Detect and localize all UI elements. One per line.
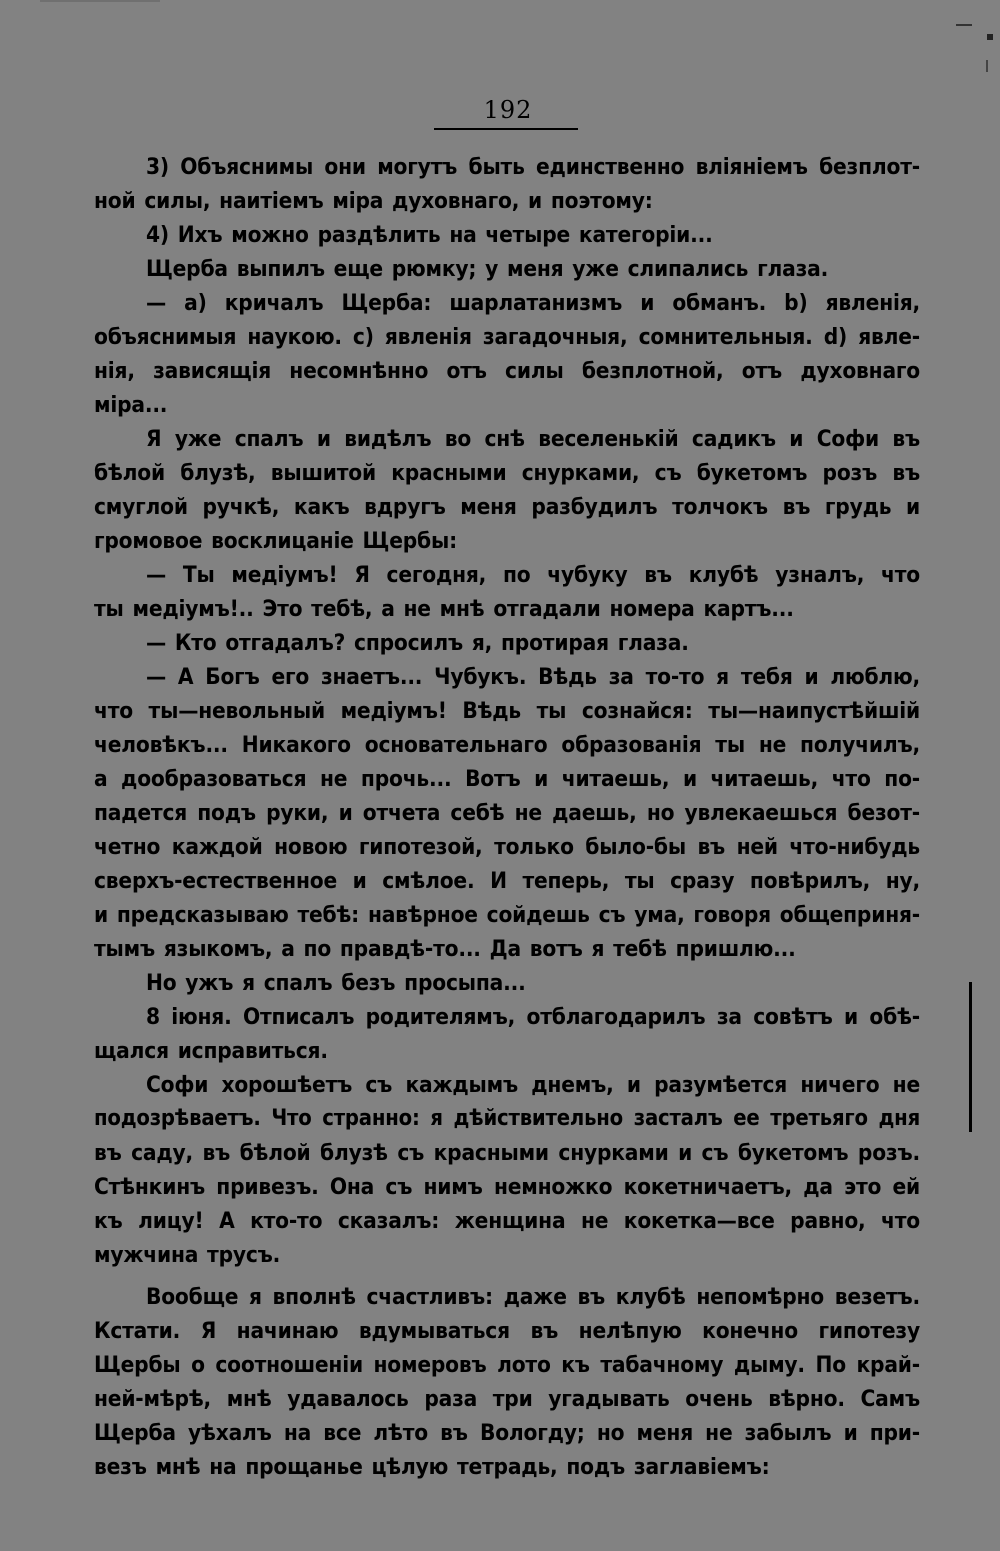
text-line: сверхъ-естественное и смѣлое. И теперь, ты сразу повѣрилъ, ну, <box>94 868 920 894</box>
text-line: и предсказываю тебѣ: навѣрное сойдешь съ ума, говоря общеприня- <box>94 902 920 928</box>
text-line: Я уже спалъ и видѣлъ во снѣ веселенькій садикъ и Софи въ <box>146 426 920 452</box>
text-line: тымъ языкомъ, а по правдѣ-то... Да вотъ я тебѣ пришлю... <box>94 936 796 962</box>
paragraph-gap <box>94 1272 920 1280</box>
text-line: объяснимыя наукою. с) явленія загадочныя, сомнительныя. d) явле- <box>94 324 920 350</box>
body-text <box>94 150 920 1484</box>
scan-edge-mark <box>956 24 972 26</box>
text-line: что ты—невольный медіумъ! Вѣдь ты сознайся: ты—наипустѣйшій <box>94 698 920 724</box>
text-line: мужчина трусъ. <box>94 1242 281 1268</box>
text-line: ной силы, наитіемъ міра духовнаго, и поэтому: <box>94 188 653 214</box>
text-line: 4) Ихъ можно раздѣлить на четыре категоріи... <box>146 222 713 248</box>
text-line: 8 іюня. Отписалъ родителямъ, отблагодарилъ за совѣтъ и обѣ- <box>146 1004 920 1030</box>
scan-edge-mark <box>40 0 160 2</box>
text-line: — а) кричалъ Щерба: шарлатанизмъ и обманъ. b) явленія, <box>146 290 920 316</box>
text-line: ты медіумъ!.. Это тебѣ, а не мнѣ отгадали номера картъ... <box>94 596 794 622</box>
header-rule <box>434 128 578 130</box>
text-line: Щерба выпилъ еще рюмку; у меня уже слипались глаза. <box>146 256 829 282</box>
text-line: въ саду, въ бѣлой блузѣ съ красными снурками и съ букетомъ розъ. <box>94 1140 920 1166</box>
text-line: Кстати. Я начинаю вдумываться въ нелѣпую конечно гипотезу <box>94 1318 920 1344</box>
text-line: Стѣнкинъ привезъ. Она съ нимъ немножко кокетничаетъ, да это ей <box>94 1174 920 1200</box>
text-line: везъ мнѣ на прощанье цѣлую тетрадь, подъ заглавіемъ: <box>94 1454 770 1480</box>
text-line: а дообразоваться не прочь... Вотъ и читаешь, и читаешь, что по- <box>94 766 920 792</box>
text-line: щался исправиться. <box>94 1038 328 1064</box>
scan-edge-mark <box>986 60 988 72</box>
text-line: бѣлой блузѣ, вышитой красными снурками, съ букетомъ розъ въ <box>94 460 920 486</box>
text-line: Щербы о соотношеніи номеровъ лото къ табачному дыму. По край- <box>94 1352 920 1378</box>
text-line: четно каждой новою гипотезой, только было-бы въ ней что-нибудь <box>94 834 920 860</box>
text-line: — А Богъ его знаетъ... Чубукъ. Вѣдь за то-то я тебя и люблю, <box>146 664 920 690</box>
text-line: міра... <box>94 392 168 418</box>
page-number: 192 <box>483 96 533 124</box>
text-line: — Кто отгадалъ? спросилъ я, протирая глаза. <box>146 630 689 656</box>
text-line: 3) Объяснимы они могутъ быть единственно вліяніемъ безплот- <box>146 154 920 180</box>
text-line: — Ты медіумъ! Я сегодня, по чубуку въ клубѣ узналъ, что <box>146 562 920 588</box>
margin-bar <box>969 982 972 1132</box>
text-line: подозрѣваетъ. Что странно: я дѣйствительно засталъ ее третьяго дня <box>94 1106 920 1131</box>
text-line: Вообще я вполнѣ счастливъ: даже въ клубѣ непомѣрно везетъ. <box>146 1284 920 1310</box>
text-line: человѣкъ... Никакого основательнаго образованія ты не получилъ, <box>94 732 920 758</box>
text-line: смуглой ручкѣ, какъ вдругъ меня разбудилъ толчокъ въ грудь и <box>94 494 920 520</box>
text-line: ней-мѣрѣ, мнѣ удавалось раза три угадывать очень вѣрно. Самъ <box>94 1386 920 1412</box>
text-line: падется подъ руки, и отчета себѣ не даешь, но увлекаешься безот- <box>94 800 920 826</box>
text-line: Софи хорошѣетъ съ каждымъ днемъ, и разумѣется ничего не <box>146 1072 920 1098</box>
text-line: Но ужъ я спалъ безъ просыпа... <box>146 970 526 996</box>
text-line: къ лицу! А кто-то сказалъ: женщина не кокетка—все равно, что <box>94 1208 920 1234</box>
text-line: громовое восклицаніе Щербы: <box>94 528 457 554</box>
text-line: Щерба уѣхалъ на все лѣто въ Вологду; но меня не забылъ и при- <box>94 1420 920 1446</box>
scan-edge-mark <box>987 34 993 40</box>
text-line: нія, зависящія несомнѣнно отъ силы безплотной, отъ духовнаго <box>94 358 920 384</box>
